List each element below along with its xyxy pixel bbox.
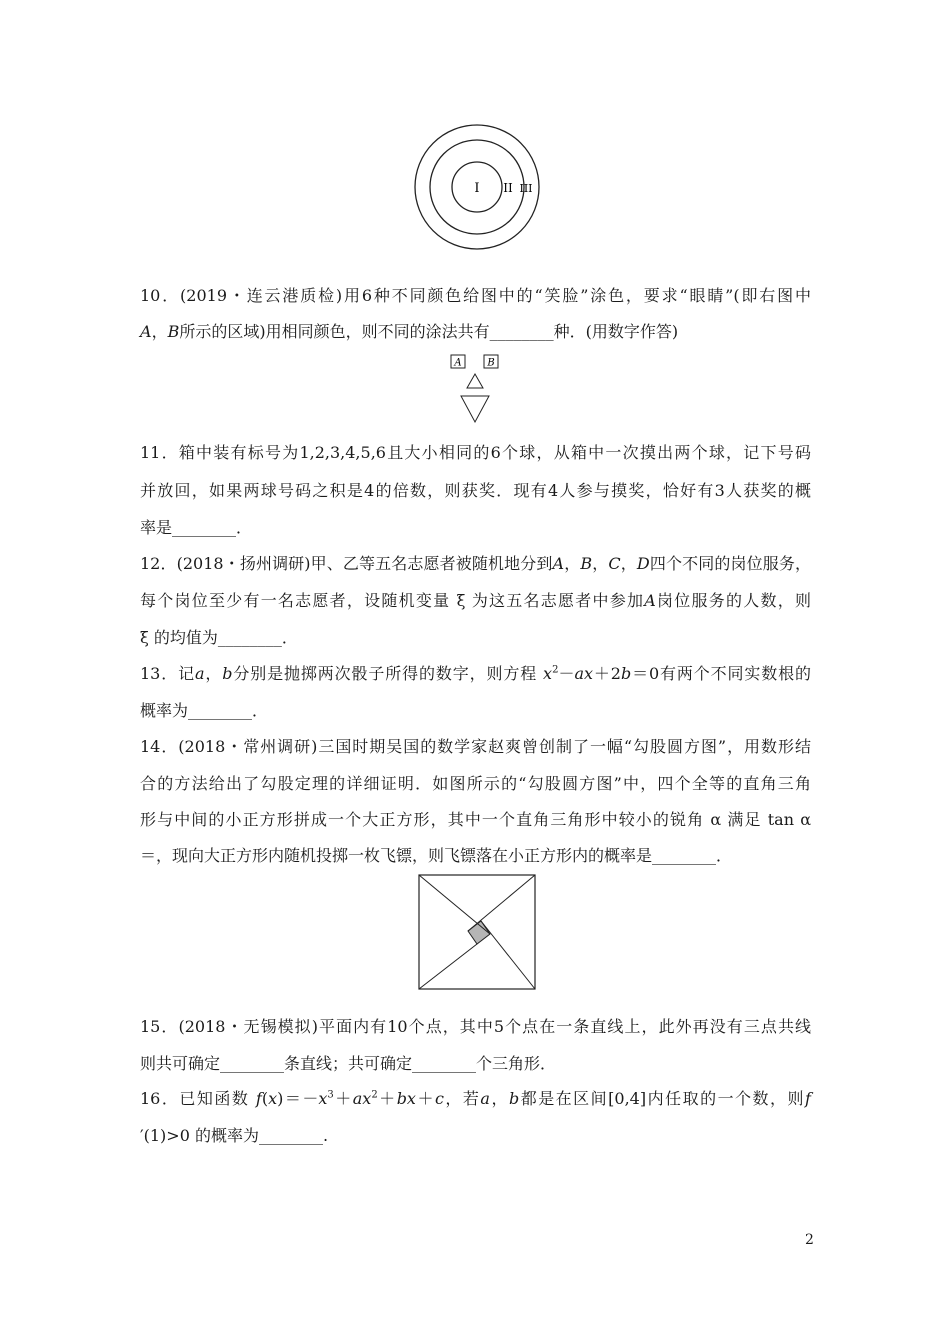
q14-line-1: 14．(2018・常州调研)三国时期吴国的数学家赵爽曾创制了一幅“勾股圆方图”，用数形结 [140,737,811,756]
q13-line-2: 概率为________． [140,701,269,720]
q10-line-2: A，B所示的区域)用相同颜色，则不同的涂法共有________种．(用数字作答) [140,322,679,341]
triangle-edge-3 [481,921,535,989]
q13-line-1: 13．记a，b分别是抛掷两次骰子所得的数字，则方程 $x^2-ax+2b=0$有两个不同实数根的 [140,664,811,683]
triangle-edge-2 [468,875,535,931]
mouth-triangle [461,396,489,422]
triangle-edge-1 [419,875,490,934]
ring-label-1: I [474,181,480,196]
q14-line-2: 合的方法给出了勾股定理的详细证明．如图所示的“勾股圆方图”中，四个全等的直角三角 [140,774,811,793]
q11-line-2: 并放回，如果两球号码之积是4的倍数，则获奖．现有4人参与摸奖，恰好有3人获奖的概 [140,481,811,500]
q12-line-3: ξ 的均值为________． [140,628,298,647]
q11-line-3: 率是________． [140,518,253,537]
pythagorean-square-diagram [418,874,536,990]
q16-line-1: 16．已知函数 $f(x)=-x^3+ax^2+bx+c$，若a，b都是在区间[0,4]内任取的一个数，则f [140,1089,811,1108]
q12-line-2: 每个岗位至少有一名志愿者，设随机变量 ξ 为这五名志愿者中参加A岗位服务的人数，则 [140,591,811,610]
smiley-face-figure [450,354,502,426]
q14-line-3: 形与中间的小正方形拼成一个大正方形，其中一个直角三角形中较小的锐角 α 满足 tan α [140,810,811,829]
page-number: 2 [805,1232,814,1248]
eye-b-label: B [487,357,495,369]
eye-a-label: A [454,357,462,369]
ring-label-2: II [503,181,513,195]
q11-line-1: 11．箱中装有标号为1,2,3,4,5,6且大小相同的6个球，从箱中一次摸出两个球，记下号码 [140,443,811,462]
q14-line-4: ＝，现向大正方形内随机投掷一枚飞镖，则飞镖落在小正方形内的概率是________． [140,846,733,865]
ring-label-3: III [519,182,533,195]
nose-triangle [467,374,483,388]
q12-line-1: 12．(2018・扬州调研)甲、乙等五名志愿者被随机地分到A，B，C，D四个不同的岗位服务， [140,554,811,573]
q10-line-1: 10．(2019・连云港质检)用6种不同颜色给图中的“笑脸”涂色，要求“眼睛”(即右图中 [140,286,811,305]
triangle-edge-4 [419,944,477,989]
q15-line-1: 15．(2018・无锡模拟)平面内有10个点，其中5个点在一条直线上，此外再没有三点共线 [140,1017,811,1036]
concentric-rings-figure [412,122,542,252]
q16-line-2: ′(1)>0 的概率为________. [140,1126,329,1145]
q15-line-2: 则共可确定________条直线；共可确定________个三角形． [140,1054,557,1073]
